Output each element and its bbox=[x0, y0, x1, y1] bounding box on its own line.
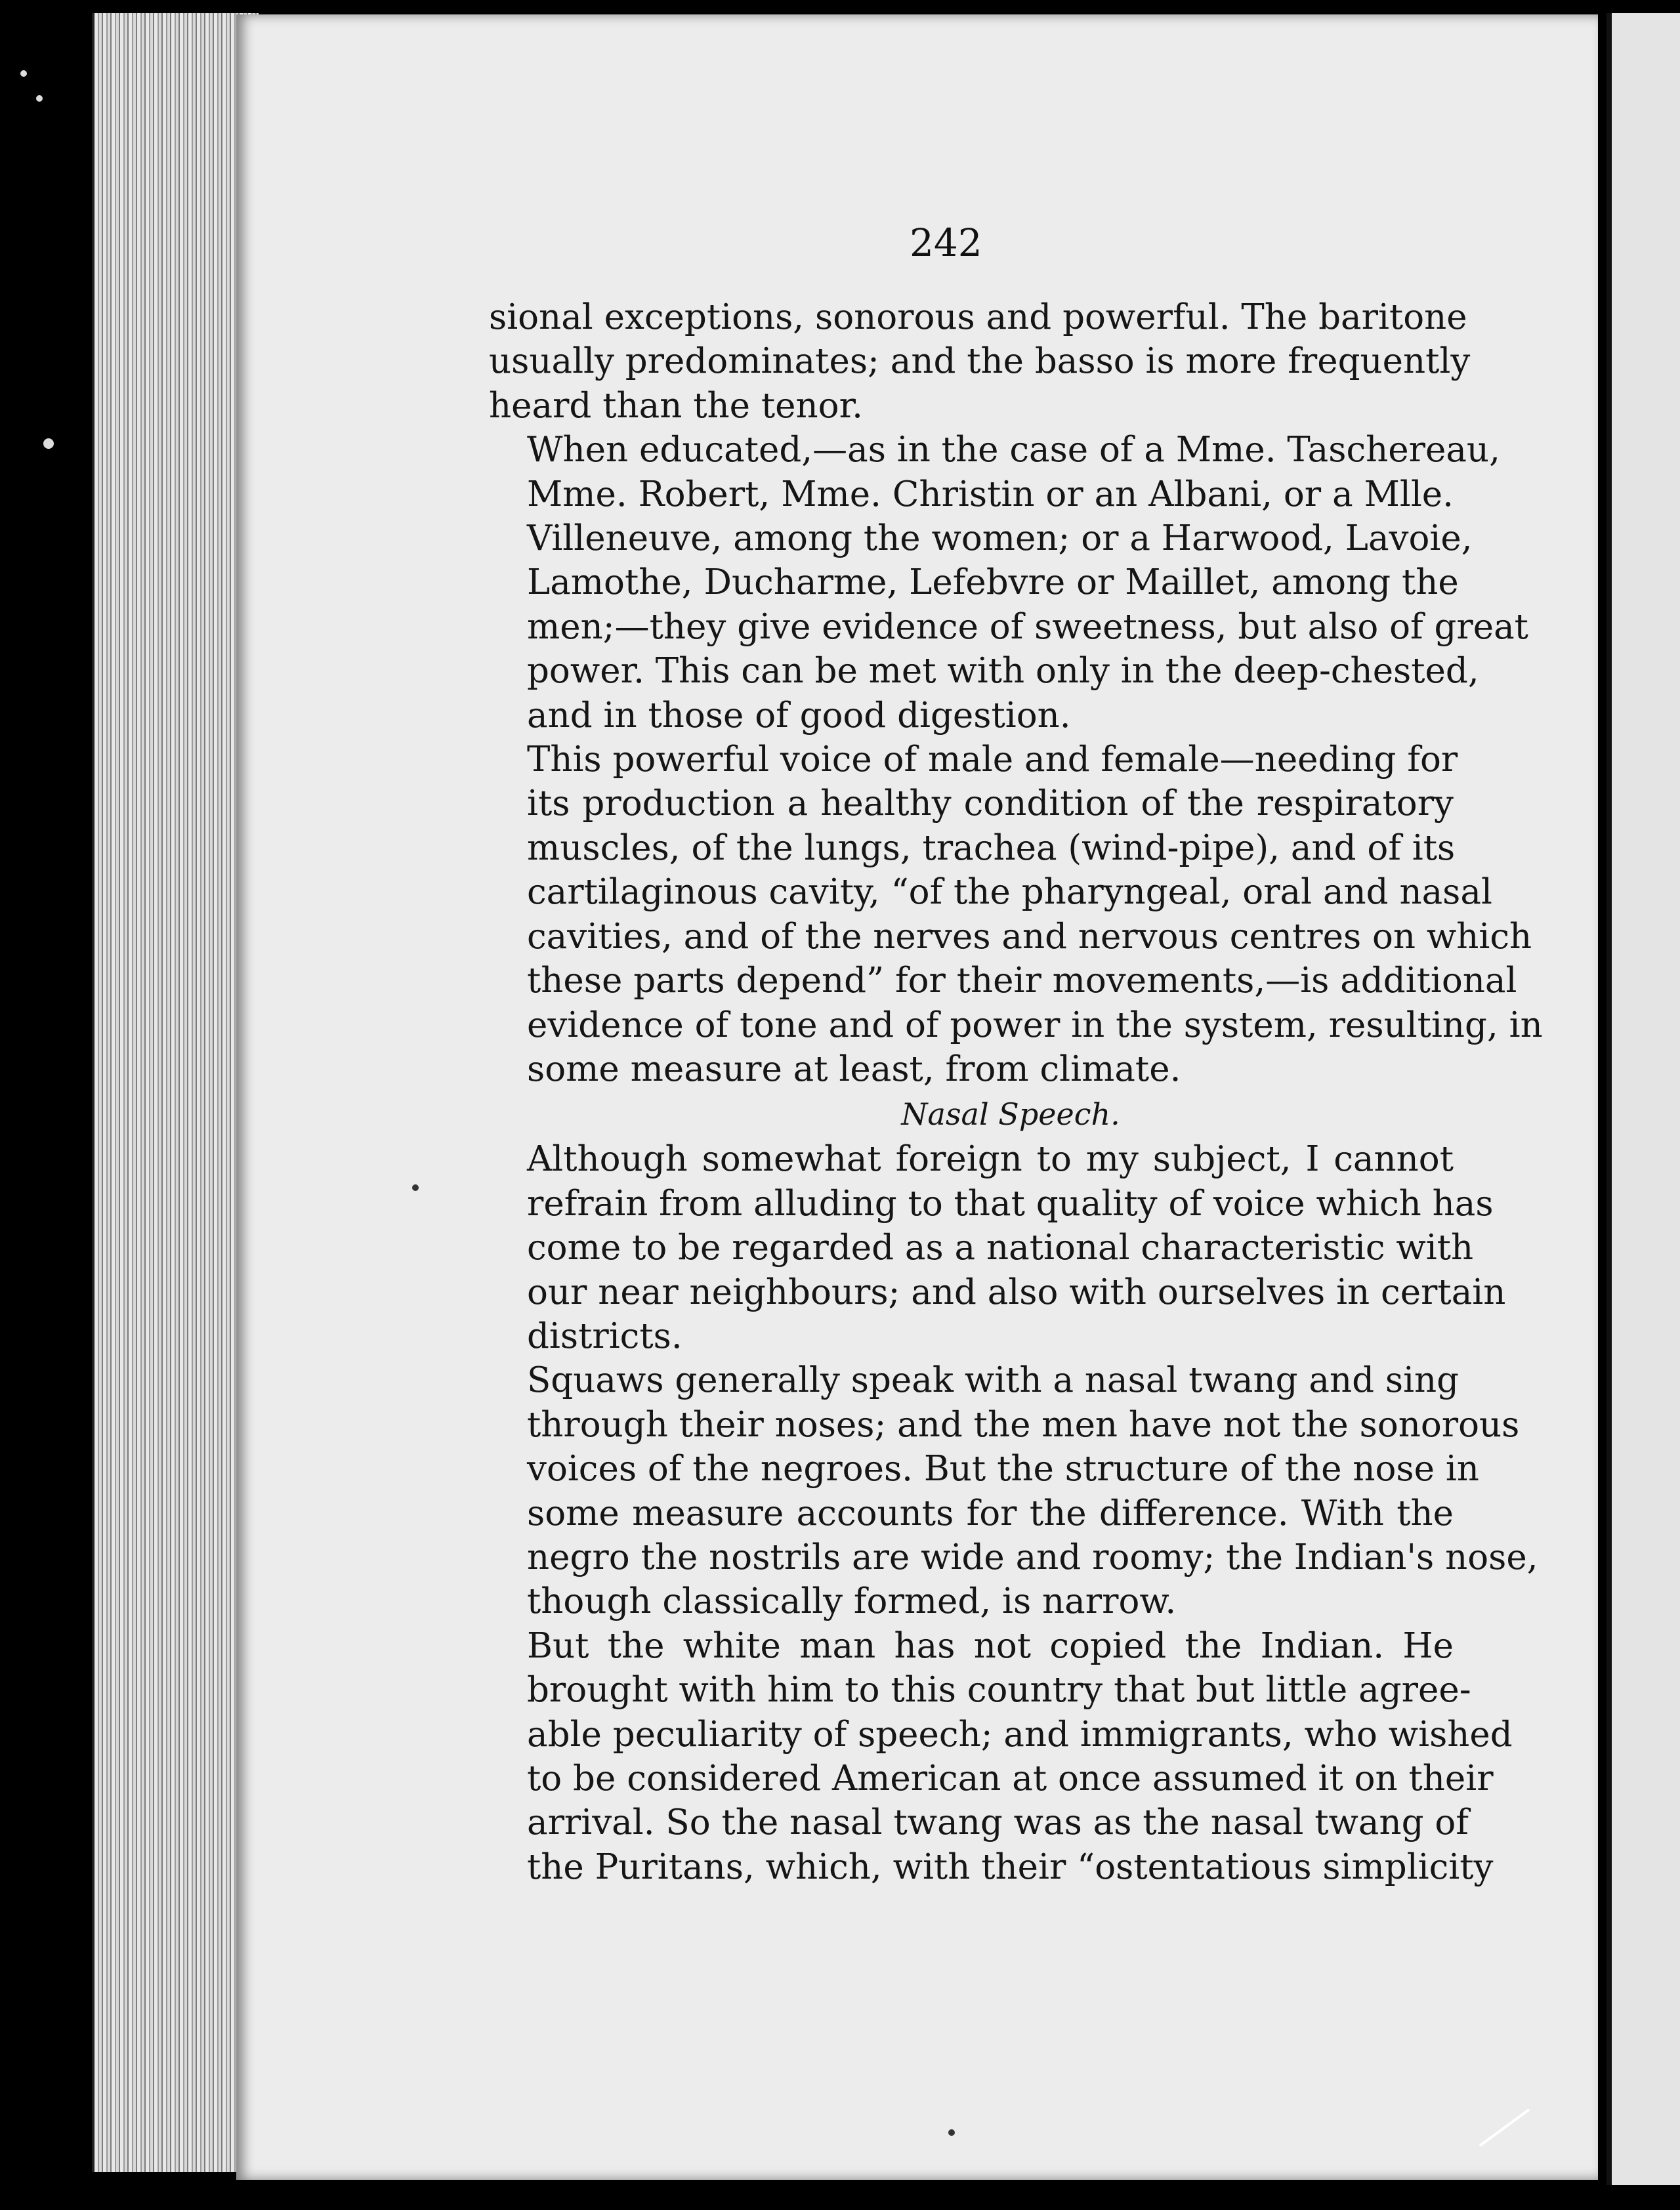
text-line: Lamothe, Ducharme, Lefebvre or Maillet, among the bbox=[527, 562, 1459, 603]
paragraph bbox=[489, 295, 1471, 428]
text-line: But the white man has not copied the Indian. He bbox=[527, 1625, 1454, 1666]
text-line: voices of the negroes. But the structure of the nose in bbox=[527, 1449, 1479, 1490]
text-line: through their noses; and the men have not the sonorous bbox=[527, 1404, 1520, 1445]
text-line: men;—they give evidence of sweetness, but also of great bbox=[527, 606, 1528, 647]
text-line: brought with him to this country that but little agree- bbox=[527, 1670, 1471, 1711]
text-line: some measure accounts for the difference. With the bbox=[527, 1493, 1454, 1533]
text-part-after-heading bbox=[489, 1137, 1538, 1889]
facing-page-edge bbox=[1606, 13, 1680, 2185]
text-part-before-heading bbox=[489, 295, 1543, 1091]
text-line: power. This can be met with only in the deep-chested, bbox=[527, 651, 1479, 692]
text-line: sional exceptions, sonorous and powerful. The baritone bbox=[489, 297, 1467, 337]
text-line: Squaws generally speak with a nasal twang and sing bbox=[527, 1360, 1460, 1401]
paragraph bbox=[489, 1137, 1506, 1358]
text-line: Villeneuve, among the women; or a Harwood, Lavoie, bbox=[527, 518, 1473, 559]
paragraph bbox=[489, 1624, 1513, 1889]
text-line: though classically formed, is narrow. bbox=[527, 1581, 1177, 1622]
text-line: cavities, and of the nerves and nervous centres on which bbox=[527, 916, 1532, 957]
text-line: Although somewhat foreign to my subject, I cannot bbox=[527, 1139, 1454, 1180]
text-line: negro the nostrils are wide and roomy; the Indian's nose, bbox=[527, 1537, 1538, 1577]
text-line: evidence of tone and of power in the system, resulting, in bbox=[527, 1005, 1543, 1045]
paragraph bbox=[489, 738, 1543, 1091]
text-line: cartilaginous cavity, “of the pharyngeal, oral and nasal bbox=[527, 872, 1492, 913]
text-line: its production a healthy condition of the respiratory bbox=[527, 783, 1454, 824]
text-line: This powerful voice of male and female—needing for bbox=[527, 740, 1458, 780]
text-line: Mme. Robert, Mme. Christin or an Albani, or a Mlle. bbox=[527, 474, 1454, 514]
text-line: heard than the tenor. bbox=[489, 385, 863, 426]
text-line: refrain from alluding to that quality of voice which has bbox=[527, 1183, 1494, 1224]
text-line: some measure at least, from climate. bbox=[527, 1049, 1181, 1089]
text-line: muscles, of the lungs, trachea (wind-pipe), and of its bbox=[527, 827, 1456, 868]
paragraph bbox=[489, 1358, 1538, 1623]
text-line: the Puritans, which, with their “ostentatious simplicity bbox=[527, 1846, 1494, 1887]
text-line: arrival. So the nasal twang was as the nasal twang of bbox=[527, 1803, 1469, 1843]
book-page-edges bbox=[92, 13, 259, 2172]
text-line: and in those of good digestion. bbox=[527, 695, 1071, 736]
text-line: our near neighbours; and also with ourselves in certain bbox=[527, 1272, 1506, 1312]
text-line: to be considered American at once assumed it on their bbox=[527, 1759, 1494, 1799]
section-heading: Nasal Speech. bbox=[901, 1096, 1120, 1133]
text-line: these parts depend” for their movements,—is additional bbox=[527, 961, 1517, 1001]
text-line: able peculiarity of speech; and immigrants, who wished bbox=[527, 1714, 1513, 1755]
paragraph bbox=[489, 428, 1528, 738]
page-number: 242 bbox=[910, 220, 982, 265]
text-line: come to be regarded as a national characteristic with bbox=[527, 1228, 1474, 1268]
body-text bbox=[489, 295, 1543, 1889]
text-line: When educated,—as in the case of a Mme. Taschereau, bbox=[527, 430, 1500, 470]
text-line: districts. bbox=[527, 1316, 682, 1356]
text-line: usually predominates; and the basso is more frequently bbox=[489, 341, 1471, 382]
